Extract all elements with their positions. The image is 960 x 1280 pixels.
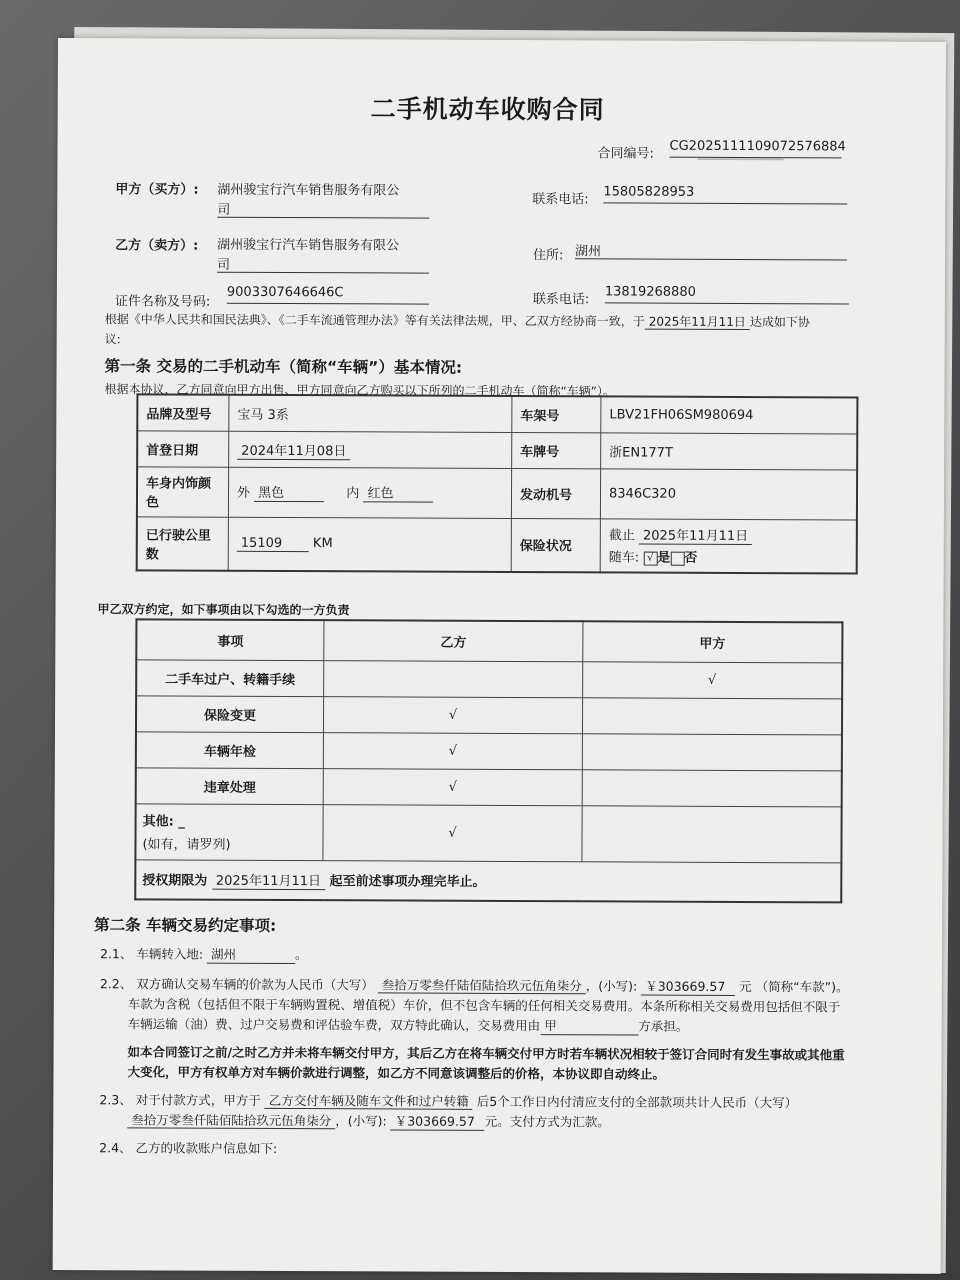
seller-name-line1: 湖州骏宝行汽车销售服务有限公 bbox=[217, 237, 400, 254]
table-row: 违章处理 √ bbox=[136, 767, 842, 806]
id-label: 证件名称及号码: bbox=[114, 294, 211, 310]
mileage-value: 15109 bbox=[237, 536, 309, 552]
table-row bbox=[135, 859, 841, 902]
page-title: 二手机动车收购合同 bbox=[370, 94, 605, 125]
engine-value: 8346C320 bbox=[600, 468, 857, 519]
buyer-name-line1: 湖州骏宝行汽车销售服务有限公 bbox=[217, 182, 400, 199]
vin-value: LBV21FH06SM980694 bbox=[601, 396, 858, 433]
contract-paper bbox=[53, 38, 946, 1274]
clause-2-2-line3: 车辆运输（油）费、过户交易费和评估验车费，双方特此确认，交易费用由 甲 方承担。 bbox=[127, 1016, 689, 1034]
payment-condition: 乙方交付车辆及随车文件和过户转籍 bbox=[265, 1093, 473, 1110]
plate-value: 浙EN177T bbox=[601, 432, 858, 469]
table-row: 车辆年检 √ bbox=[136, 731, 842, 770]
vehicle-info-table bbox=[136, 393, 859, 574]
buyer-name-line2: 司 bbox=[217, 199, 429, 219]
table-row bbox=[136, 619, 842, 662]
clause-2-2-bold1: 如本合同签订之前/之时乙方并未将车辆交付甲方，其后乙方在将车辆交付甲方时若车辆状况相较于签订合同时有发生事故或其他重 bbox=[127, 1044, 845, 1063]
mileage-cell: 15109 KM bbox=[228, 517, 511, 572]
engine-label: 发动机号 bbox=[511, 468, 600, 518]
reg-date-cell bbox=[229, 431, 512, 468]
table-row: 二手车过户、转籍手续 √ bbox=[136, 659, 842, 698]
price-uppercase: 叁拾万零叁仟陆佰陆拾玖元伍角柒分 bbox=[378, 977, 586, 994]
price-lowercase: ￥303669.57 bbox=[641, 977, 735, 996]
table-row: 其他: _ (如有，请罗列) √ bbox=[135, 803, 841, 862]
bleed-through: ━━━━━━━━━━━━━ bbox=[697, 152, 784, 167]
clause-2-3-line2: 叁拾万零叁仟陆佰陆拾玖元伍角柒分 ，(小写): ￥303669.57 元。支付方式为汇款。 bbox=[127, 1110, 610, 1131]
clause-2-2-line2: 车款为含税（包括但不限于车辆购置税、增值税）车价，但不包含车辆的任何相关交易费用。本条所称相关交易费用包括但不限于 bbox=[127, 996, 841, 1015]
vin-label: 车架号 bbox=[512, 396, 601, 432]
exterior-color: 黑色 bbox=[254, 482, 324, 502]
reg-date-label: 首登日期 bbox=[137, 430, 229, 466]
duties-intro: 甲乙双方约定，如下事项由以下勾选的一方负责 bbox=[97, 602, 350, 618]
payment-lowercase: ￥303669.57 bbox=[391, 1111, 485, 1130]
interior-color: 红色 bbox=[363, 482, 433, 502]
clause-2-1: 2.1、 车辆转入地: 湖州 。 bbox=[99, 946, 308, 963]
col-header-party-b: 乙方 bbox=[324, 620, 583, 661]
agreement-date: 2025年11月11日 bbox=[645, 315, 750, 330]
brand-value: 宝马 3系 bbox=[229, 395, 512, 432]
insurance-cell: 截止 2025年11月11日 随车: √ 是 否 bbox=[600, 518, 857, 573]
checked-box-icon: √ bbox=[643, 551, 657, 565]
table-row bbox=[137, 430, 857, 469]
contract-no-label: 合同编号: bbox=[597, 146, 654, 162]
contract-no: CG2025111109072576884 bbox=[669, 139, 841, 159]
clause-2-4: 2.4、 乙方的收款账户信息如下: bbox=[99, 1140, 278, 1156]
article1-intro: 根据本协议，乙方同意向甲方出售、甲方同意向乙方购买以下所列的二手机动车（简称“车辆”）。 bbox=[104, 382, 615, 399]
authorization-period: 授权期限为 2025年11月11日 起至前述事项办理完毕止。 bbox=[135, 859, 841, 902]
plate-label: 车牌号 bbox=[512, 432, 601, 468]
reg-date-value: 2024年11月08日 bbox=[237, 443, 350, 459]
intro-line2: 议: bbox=[104, 332, 121, 347]
col-header-party-a: 甲方 bbox=[583, 621, 843, 662]
intro-line1: 根据《中华人民共和国民法典》、《二手车流通管理办法》等有关法律法规，甲、乙双方经协商一致，于 2025年11月11日 达成如下协 bbox=[104, 312, 810, 330]
color-cell: 外 黑色 内 红色 bbox=[228, 467, 511, 518]
table-row bbox=[137, 466, 857, 519]
col-header-item: 事项 bbox=[136, 619, 324, 660]
seller-addr: 湖州 bbox=[575, 240, 847, 260]
table-row: 保险变更 √ bbox=[136, 695, 842, 734]
seller-phone: 13819268880 bbox=[605, 284, 849, 304]
insurance-until: 2025年11月11日 bbox=[639, 529, 752, 545]
buyer-label: 甲方（买方）: bbox=[115, 182, 199, 198]
color-label: 车身内饰颜 色 bbox=[137, 466, 229, 516]
destination: 湖州 bbox=[207, 945, 295, 964]
seller-label: 乙方（卖方）: bbox=[115, 238, 199, 254]
payment-uppercase: 叁拾万零叁仟陆佰陆拾玖元伍角柒分 bbox=[127, 1112, 335, 1129]
empty-box-icon bbox=[670, 551, 684, 565]
table-row bbox=[137, 516, 857, 573]
brand-label: 品牌及型号 bbox=[137, 394, 229, 430]
clause-2-2-line1: 2.2、 双方确认交易车辆的价款为人民币（大写） 叁拾万零叁仟陆佰陆拾玖元伍角柒分 ，(小写): ￥303669.57 元 （简称“车款”)。 bbox=[99, 976, 849, 995]
table-row bbox=[137, 394, 857, 433]
other-item: 其他: _ (如有，请罗列) bbox=[135, 803, 323, 860]
authorization-date: 2025年11月11日 bbox=[212, 874, 325, 890]
fee-party: 甲 bbox=[540, 1016, 638, 1035]
buyer-phone-label: 联系电话: bbox=[532, 192, 589, 208]
id-value: 9003307646646C bbox=[227, 285, 429, 305]
article1-title: 第一条 交易的二手机动车（简称“车辆”）基本情况: bbox=[104, 357, 463, 377]
article2-title: 第二条 车辆交易约定事项: bbox=[94, 916, 277, 935]
mileage-label: 已行驶公里 数 bbox=[137, 516, 229, 570]
seller-phone-label: 联系电话: bbox=[532, 292, 590, 308]
seller-addr-label: 住所: bbox=[533, 248, 564, 264]
duties-table bbox=[134, 618, 843, 903]
clause-2-3-line1: 2.3、 对于付款方式，甲方于 乙方交付车辆及随车文件和过户转籍 后5个工作日内付清应支付的全部款项共计人民币（大写） bbox=[99, 1092, 798, 1111]
buyer-phone: 15805828953 bbox=[603, 184, 847, 204]
seller-name-line2: 司 bbox=[217, 254, 429, 274]
insurance-label: 保险状况 bbox=[511, 518, 600, 572]
clause-2-2-bold2: 大变化，甲方有权单方对车辆价款进行调整，如乙方不同意该调整后的价格，本协议即自动终止。 bbox=[127, 1064, 666, 1082]
